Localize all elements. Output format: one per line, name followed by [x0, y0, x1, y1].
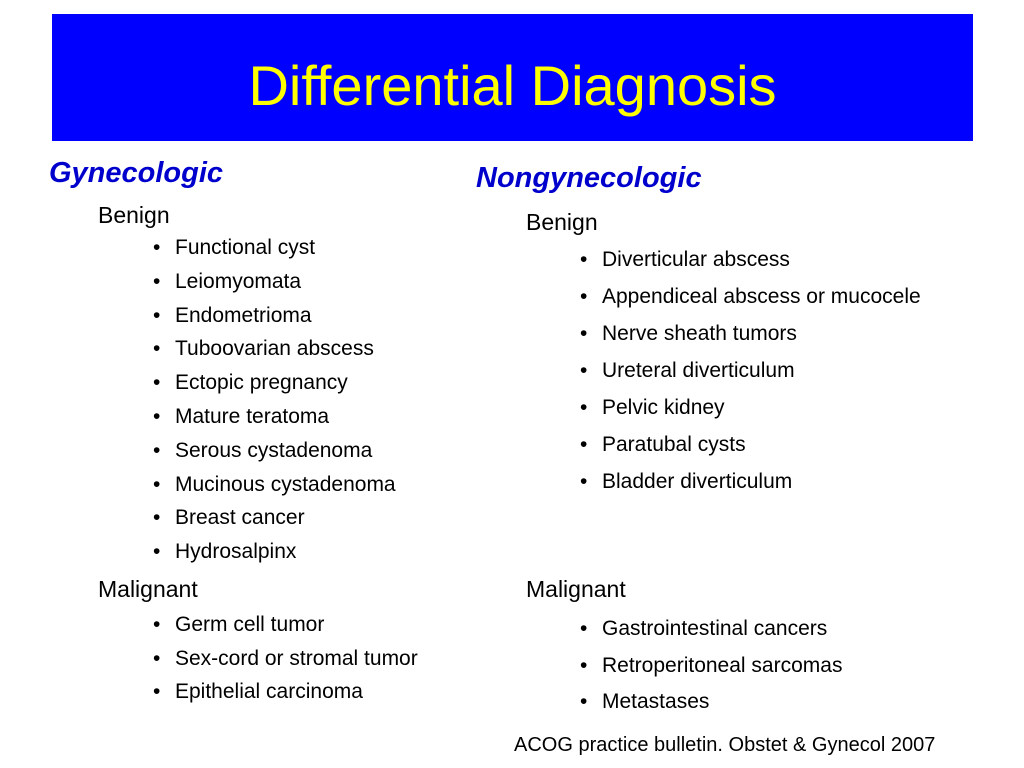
list-item: • Nerve sheath tumors	[574, 318, 921, 355]
list-item: • Epithelial carcinoma	[147, 677, 418, 711]
list-item: • Ectopic pregnancy	[147, 368, 396, 402]
gynecologic-malignant-list	[147, 610, 418, 711]
list-item: • Paratubal cysts	[574, 429, 921, 466]
list-item: • Sex-cord or stromal tumor	[147, 644, 418, 678]
nongynecologic-benign-label: Benign	[526, 209, 598, 235]
list-item: • Pelvic kidney	[574, 392, 921, 429]
nongynecologic-benign-list	[574, 244, 921, 503]
list-item: • Endometrioma	[147, 301, 396, 335]
list-item: • Ureteral diverticulum	[574, 355, 921, 392]
list-item: • Germ cell tumor	[147, 610, 418, 644]
gynecologic-heading: Gynecologic	[49, 157, 224, 189]
list-item: • Mature teratoma	[147, 402, 396, 436]
nongynecologic-malignant-list	[574, 613, 842, 723]
list-item: • Diverticular abscess	[574, 244, 921, 281]
nongynecologic-heading: Nongynecologic	[476, 162, 702, 194]
list-item: • Appendiceal abscess or mucocele	[574, 281, 921, 318]
nongynecologic-malignant-label: Malignant	[526, 576, 626, 602]
list-item: • Serous cystadenoma	[147, 436, 396, 470]
list-item: • Retroperitoneal sarcomas	[574, 650, 842, 687]
citation: ACOG practice bulletin. Obstet & Gynecol 2007	[514, 734, 936, 756]
slide-title: Differential Diagnosis	[248, 54, 777, 117]
list-item: • Hydrosalpinx	[147, 537, 396, 571]
list-item: • Functional cyst	[147, 233, 396, 267]
list-item: • Bladder diverticulum	[574, 466, 921, 503]
list-item: • Gastrointestinal cancers	[574, 613, 842, 650]
gynecologic-benign-label: Benign	[98, 202, 170, 228]
list-item: • Metastases	[574, 686, 842, 723]
gynecologic-benign-list	[147, 233, 396, 571]
list-item: • Breast cancer	[147, 503, 396, 537]
list-item: • Mucinous cystadenoma	[147, 470, 396, 504]
gynecologic-malignant-label: Malignant	[98, 576, 198, 602]
list-item: • Leiomyomata	[147, 267, 396, 301]
title-banner	[52, 14, 973, 141]
list-item: • Tuboovarian abscess	[147, 334, 396, 368]
